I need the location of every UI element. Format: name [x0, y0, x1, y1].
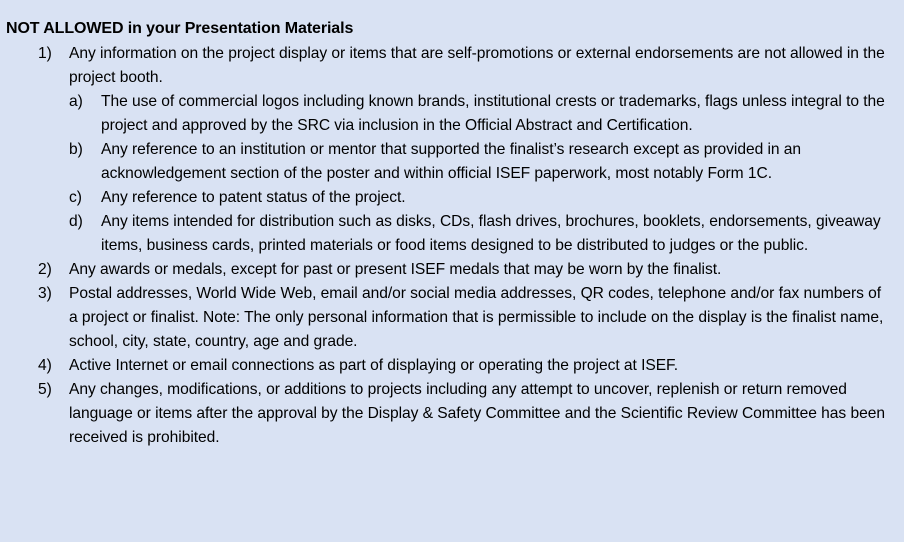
sub-list-item	[69, 186, 904, 210]
list-item	[6, 378, 904, 450]
sub-item-text: The use of commercial logos including known brands, institutional crests or trademarks, flags unless integral to the project and approved by the SRC via inclusion in the Official Abstract and Certification.	[101, 93, 885, 134]
item-number: 4)	[38, 357, 52, 374]
sub-list-item	[69, 90, 904, 138]
sub-item-letter: c)	[69, 189, 82, 206]
item-number: 5)	[38, 381, 52, 398]
item-number: 1)	[38, 45, 52, 62]
sub-item-letter: b)	[69, 141, 83, 158]
sub-list-item	[69, 210, 904, 258]
sub-item-text: Any items intended for distribution such as disks, CDs, flash drives, brochures, booklets, endorsements, giveaway items, business cards, printed materials or food items designed to be distributed to judges or the public.	[101, 213, 881, 254]
sub-list-item	[69, 138, 904, 186]
item-text: Active Internet or email connections as part of displaying or operating the project at ISEF.	[69, 357, 679, 374]
item-text: Postal addresses, World Wide Web, email and/or social media addresses, QR codes, telephone and/or fax numbers of a project or finalist. Note: The only personal information that is permissible to include on the display is the finalist name, school, city, state, country, age and grade.	[69, 285, 884, 350]
sub-item-letter: d)	[69, 213, 83, 230]
list-item	[6, 354, 904, 378]
rules-list	[6, 42, 904, 450]
item-number: 2)	[38, 261, 52, 278]
list-item	[6, 258, 904, 282]
sub-item-letter: a)	[69, 93, 83, 110]
item-text: Any information on the project display or items that are self-promotions or external endorsements are not allowed in the project booth.	[69, 45, 885, 86]
item-text: Any changes, modifications, or additions to projects including any attempt to uncover, replenish or return removed language or items after the approval by the Display & Safety Committee and the Scientific Review Committee has been received is prohibited.	[69, 381, 885, 446]
list-item	[6, 282, 904, 354]
sub-list	[69, 90, 904, 258]
item-text: Any awards or medals, except for past or present ISEF medals that may be worn by the finalist.	[69, 261, 722, 278]
sub-item-text: Any reference to an institution or mentor that supported the finalist’s research except as provided in an acknowledgement section of the poster and within official ISEF paperwork, most notably Form 1C.	[101, 141, 802, 182]
document-heading: NOT ALLOWED in your Presentation Materials	[6, 20, 354, 37]
item-number: 3)	[38, 285, 52, 302]
list-item	[6, 42, 904, 258]
sub-item-text: Any reference to patent status of the project.	[101, 189, 406, 206]
